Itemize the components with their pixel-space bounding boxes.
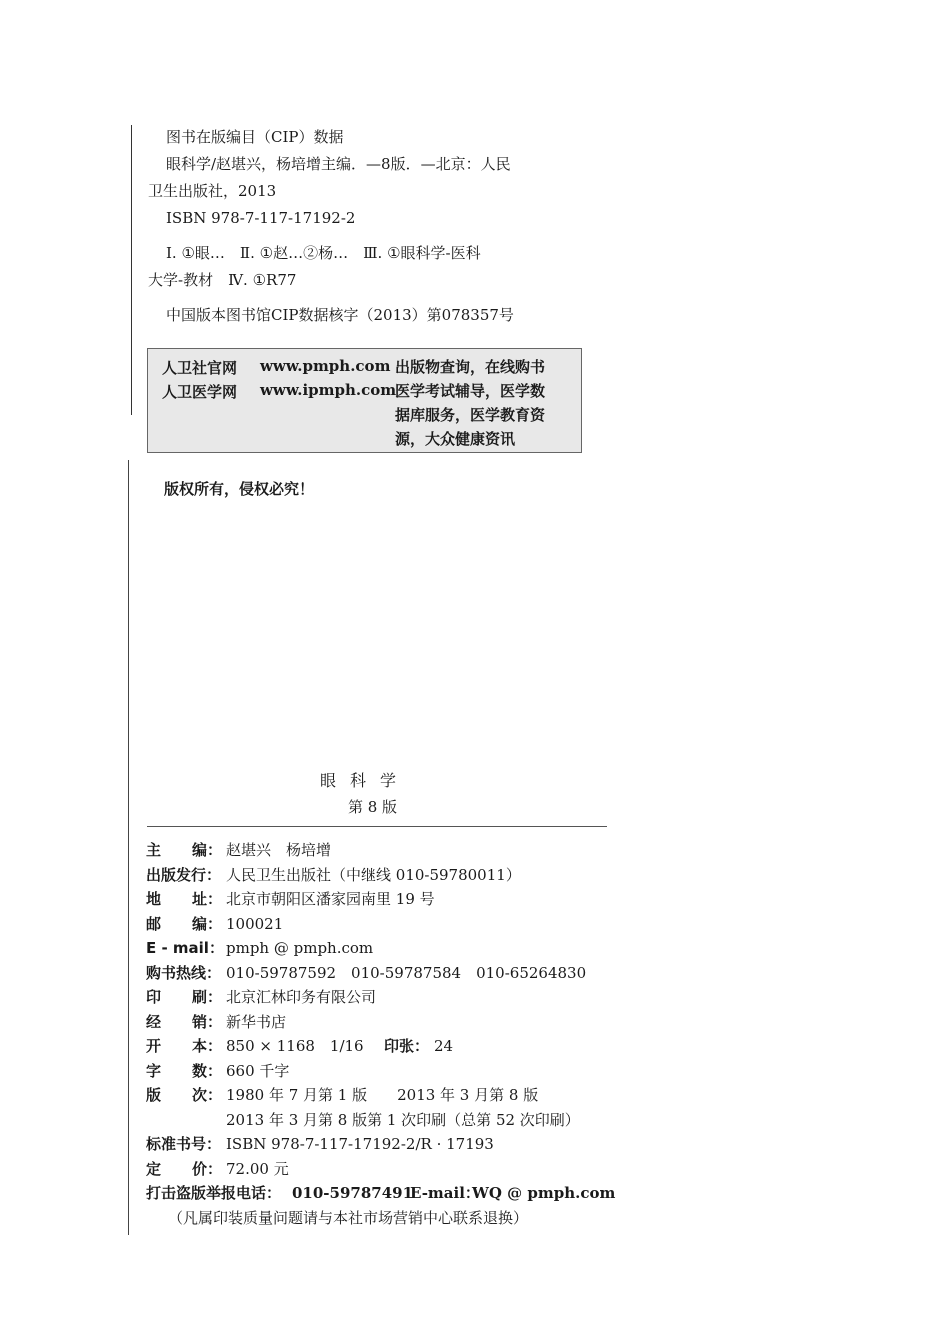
publisher-row bbox=[146, 863, 616, 888]
distributor-row bbox=[146, 1010, 616, 1035]
edition-value-2: 2013 年 3 月第 8 版第 1 次印刷（总第 52 次印刷） bbox=[226, 1110, 580, 1129]
margin-line-top bbox=[131, 125, 132, 415]
piracy-label: 打击盗版举报电话： bbox=[146, 1184, 282, 1202]
email-row bbox=[146, 936, 616, 961]
price-value: 72.00 元 bbox=[226, 1159, 289, 1178]
distributor-value: 新华书店 bbox=[226, 1012, 287, 1031]
format-label: 开 本： bbox=[146, 1037, 222, 1055]
note-row bbox=[146, 1206, 616, 1231]
format-row bbox=[146, 1034, 616, 1059]
publisher-value: 人民卫生出版社（中继线 010-59780011） bbox=[226, 865, 521, 884]
format-value: 850 × 1168 1/16 bbox=[226, 1037, 364, 1055]
distributor-label: 经 销： bbox=[146, 1012, 222, 1031]
std-number-row bbox=[146, 1132, 616, 1157]
edition-row bbox=[146, 1083, 616, 1108]
cip-class-line-1: Ⅰ. ①眼… Ⅱ. ①赵…②杨… Ⅲ. ①眼科学-医科 bbox=[166, 244, 481, 262]
desc-line: 源，大众健康资讯 bbox=[395, 430, 516, 448]
postcode-value: 100021 bbox=[226, 914, 284, 933]
editor-value: 赵堪兴 杨培增 bbox=[226, 841, 332, 859]
desc-line: 医学考试辅导，医学数 bbox=[395, 382, 546, 400]
printer-label: 印 刷： bbox=[146, 988, 222, 1006]
hotline-row bbox=[146, 961, 616, 986]
printer-row bbox=[146, 985, 616, 1010]
std-number-label: 标准书号： bbox=[146, 1135, 222, 1153]
edition-row-2 bbox=[146, 1108, 616, 1133]
email-label: E - mail： bbox=[146, 939, 224, 957]
cip-line-1: 眼科学/赵堪兴，杨培增主编．—8版．—北京：人民 bbox=[166, 155, 511, 173]
site1-url[interactable]: www.pmph.com bbox=[260, 357, 391, 375]
words-row bbox=[146, 1059, 616, 1084]
site2-url[interactable]: www.ipmph.com bbox=[260, 381, 397, 399]
postcode-row bbox=[146, 912, 616, 937]
site2-name: 人卫医学网 bbox=[162, 383, 238, 401]
cip-isbn: ISBN 978-7-117-17192-2 bbox=[166, 209, 356, 227]
website-description bbox=[395, 355, 575, 451]
site1-name: 人卫社官网 bbox=[162, 359, 238, 377]
printer-value: 北京汇林印务有限公司 bbox=[226, 988, 377, 1006]
words-value: 660 千字 bbox=[226, 1061, 290, 1080]
piracy-phone: 010-59787491 bbox=[292, 1184, 414, 1202]
piracy-email-label: E-mail： bbox=[410, 1184, 480, 1202]
address-value: 北京市朝阳区潘家园南里 19 号 bbox=[226, 890, 435, 908]
edition-value-1: 1980 年 7 月第 1 版 2013 年 3 月第 8 版 bbox=[226, 1086, 539, 1104]
book-edition: 第 8 版 bbox=[347, 798, 398, 816]
piracy-email[interactable]: WQ @ pmph.com bbox=[472, 1184, 616, 1202]
rights-notice: 版权所有，侵权必究！ bbox=[164, 480, 315, 498]
sheets-value: 24 bbox=[434, 1037, 454, 1055]
price-row bbox=[146, 1157, 616, 1182]
edition-label: 版 次： bbox=[146, 1086, 222, 1104]
book-title: 眼科学 bbox=[319, 771, 410, 790]
cip-data-block bbox=[148, 124, 588, 329]
quality-note: （凡属印装质量问题请与本社市场营销中心联系退换） bbox=[168, 1208, 529, 1227]
sheets-label: 印张： bbox=[384, 1037, 430, 1055]
cip-class-line-2: 大学-教材 Ⅳ. ①R77 bbox=[148, 271, 297, 289]
words-label: 字 数： bbox=[146, 1061, 222, 1080]
publisher-label: 出版发行： bbox=[146, 865, 222, 884]
hotline-value: 010-59787592 010-59787584 010-65264830 bbox=[226, 963, 587, 982]
editor-row bbox=[146, 838, 616, 863]
margin-line-bottom bbox=[128, 460, 129, 1235]
email-value[interactable]: pmph @ pmph.com bbox=[226, 939, 374, 957]
editor-label: 主 编： bbox=[146, 841, 222, 859]
cip-line-2: 卫生出版社，2013 bbox=[148, 182, 277, 200]
piracy-row bbox=[146, 1181, 616, 1206]
hotline-label: 购书热线： bbox=[146, 963, 222, 982]
address-label: 地 址： bbox=[146, 890, 222, 908]
divider bbox=[147, 826, 607, 827]
desc-line: 出版物查询，在线购书 bbox=[395, 358, 546, 376]
cip-title: 图书在版编目（CIP）数据 bbox=[166, 128, 344, 146]
desc-line: 据库服务，医学教育资 bbox=[395, 406, 546, 424]
price-label: 定 价： bbox=[146, 1159, 222, 1178]
postcode-label: 邮 编： bbox=[146, 914, 222, 933]
cip-verify-number: 中国版本图书馆CIP数据核字（2013）第078357号 bbox=[166, 306, 514, 324]
address-row bbox=[146, 887, 616, 912]
std-number-value: ISBN 978-7-117-17192-2/R · 17193 bbox=[226, 1135, 494, 1153]
publication-info bbox=[146, 838, 616, 1230]
website-box bbox=[147, 348, 582, 453]
